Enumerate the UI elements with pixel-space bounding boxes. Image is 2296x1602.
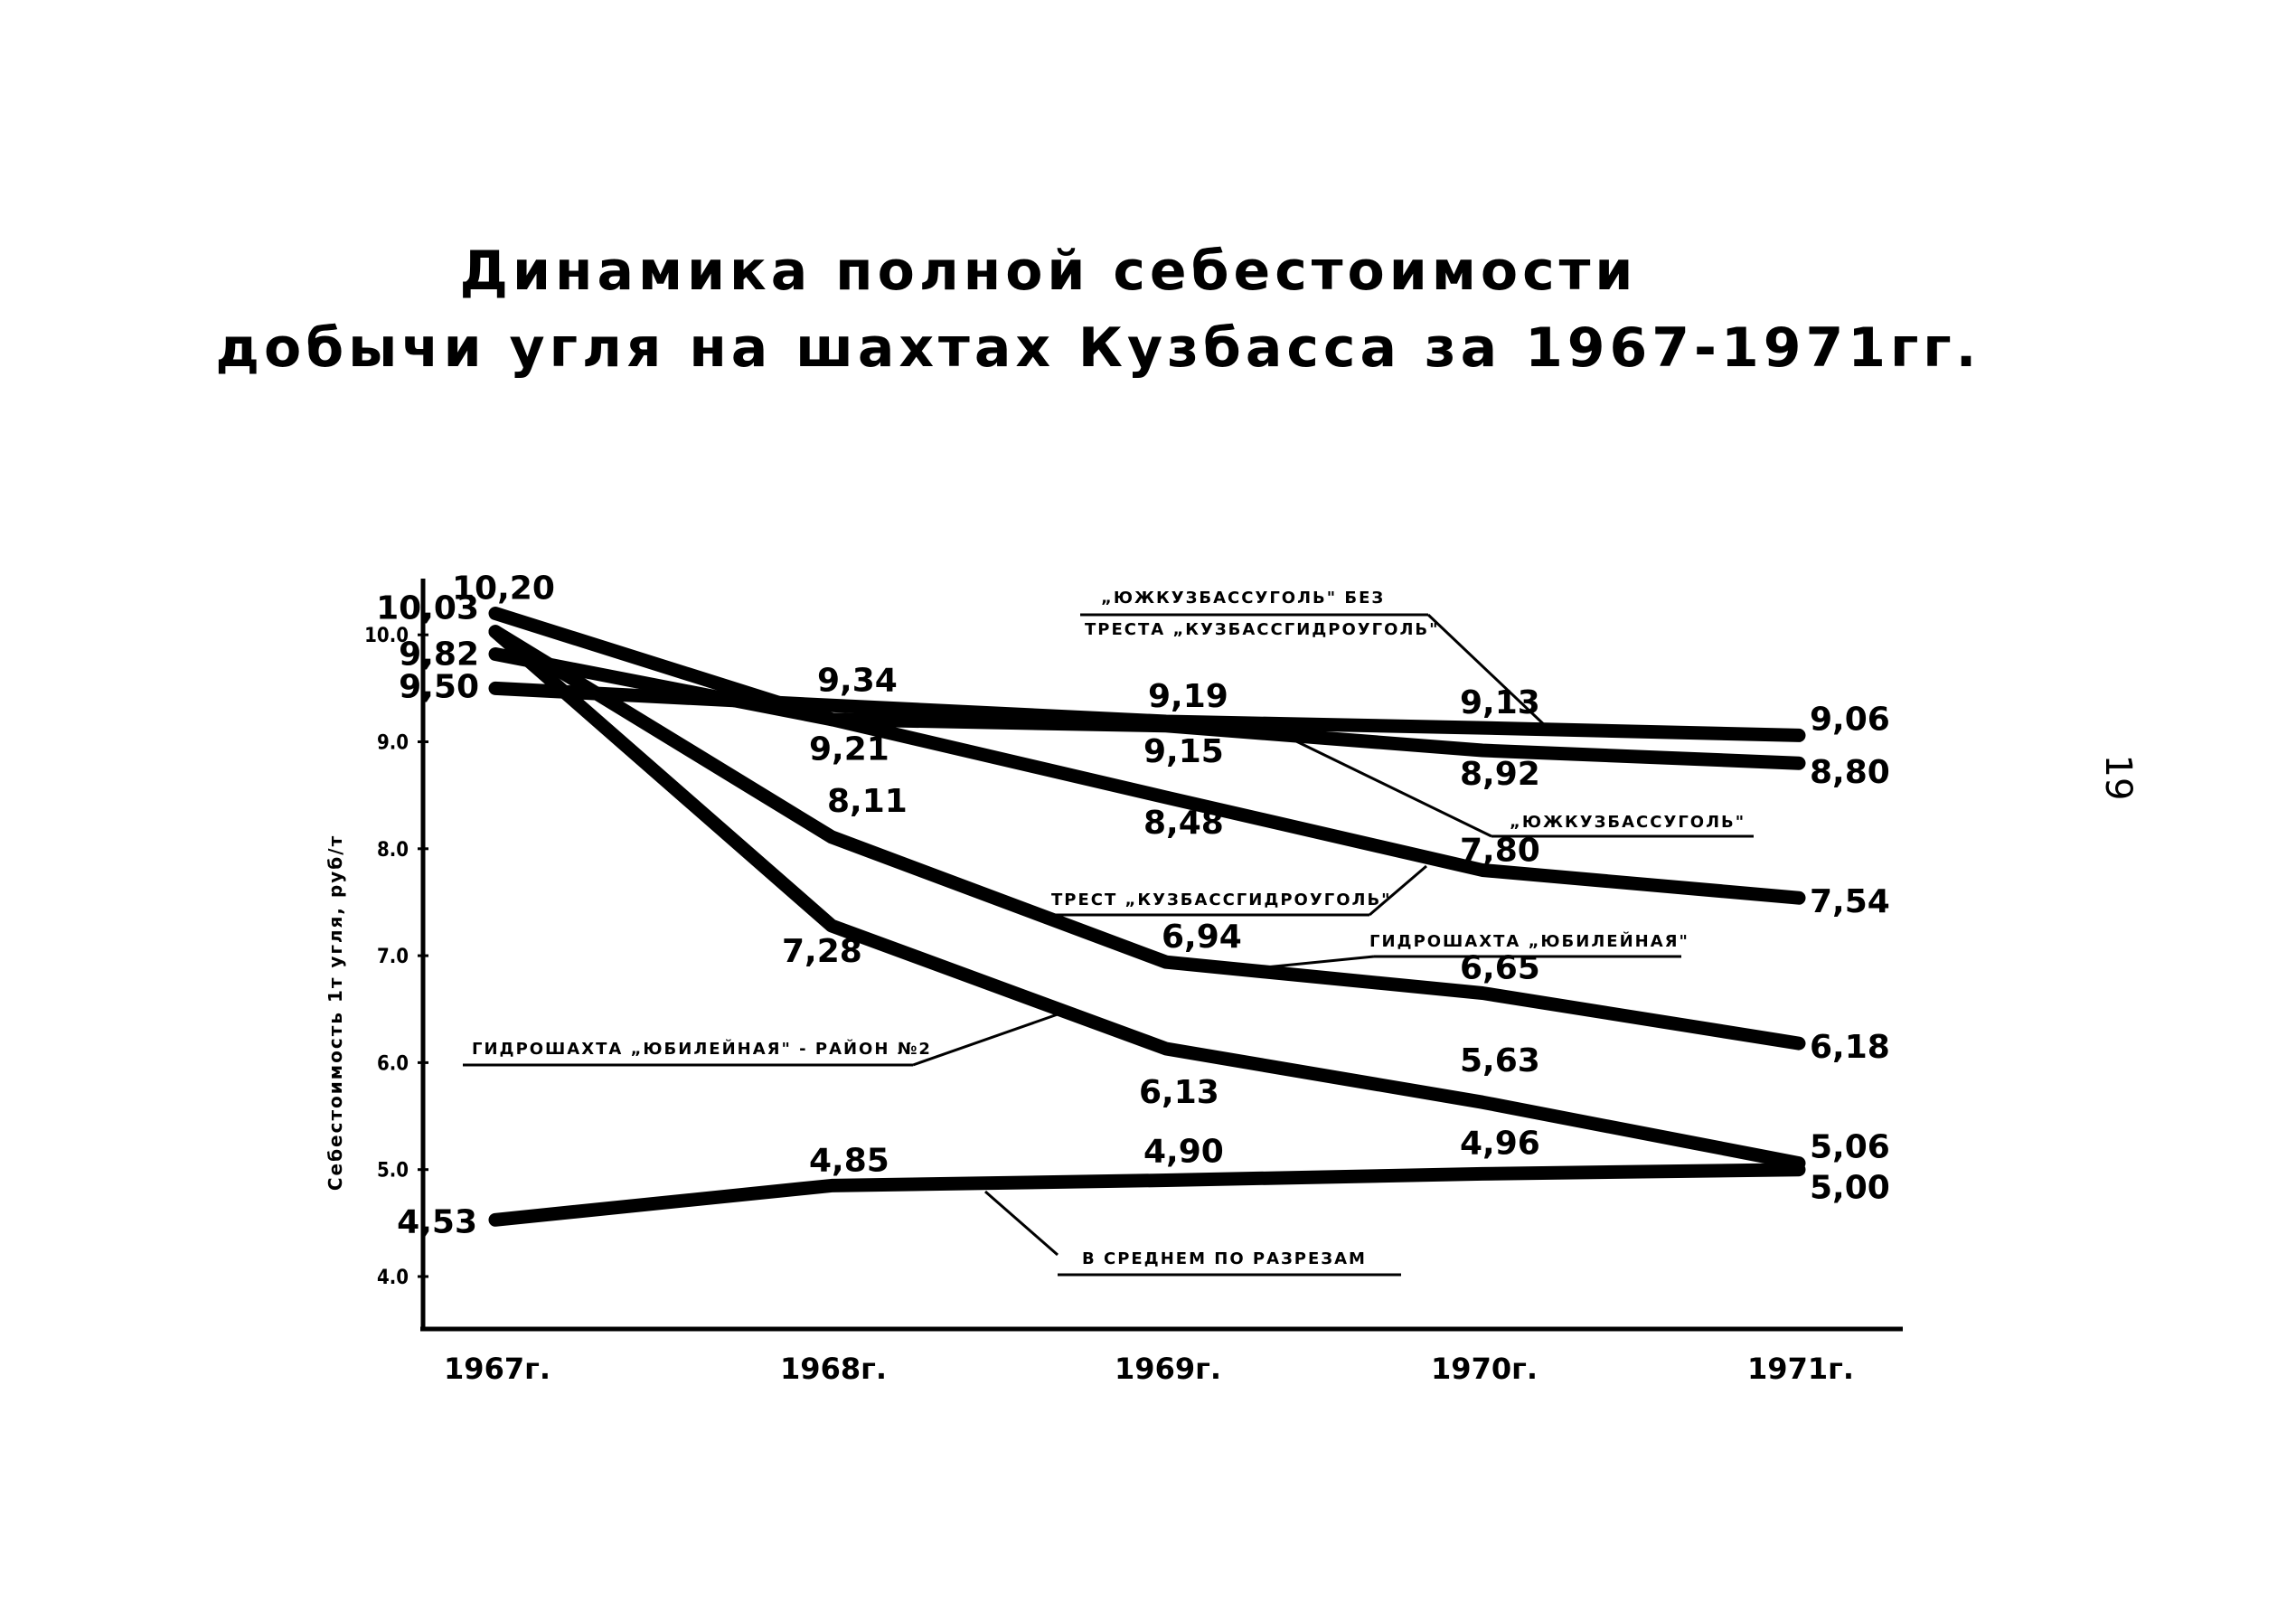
callout-leader-rayon [913, 1014, 1058, 1065]
y-tick-label: 9.0 [376, 731, 409, 755]
data-label: 9,06 [1810, 701, 1890, 739]
x-tick-label: 1969г. [1115, 1352, 1221, 1386]
data-label: 9,82 [399, 636, 479, 674]
data-label: 4,90 [1143, 1133, 1224, 1171]
data-label: 10,03 [376, 589, 479, 627]
callout-yuzhkuzbass: „ЮЖКУЗБАССУГОЛЬ" [1510, 813, 1746, 832]
data-label: 9,15 [1143, 732, 1224, 770]
data-label: 9,19 [1148, 678, 1228, 716]
data-label: 8,11 [827, 782, 908, 820]
callout-leader-razrez [985, 1192, 1058, 1255]
data-label: 10,20 [452, 570, 555, 608]
callout-yuzhkuzbass-excl-line1: „ЮЖКУЗБАССУГОЛЬ" БЕЗ [1101, 589, 1386, 608]
y-tick-label: 7.0 [376, 946, 409, 969]
y-tick-label: 5.0 [376, 1159, 409, 1183]
x-tick-label: 1971г. [1747, 1352, 1854, 1386]
data-label: 9,50 [399, 668, 479, 706]
data-label: 4,85 [809, 1142, 889, 1180]
data-label: 9,13 [1460, 684, 1540, 722]
data-label: 5,63 [1460, 1042, 1540, 1080]
data-label: 8,92 [1460, 755, 1540, 793]
callout-rayon: ГИДРОШАХТА „ЮБИЛЕЙНАЯ" - РАЙОН №2 [472, 1040, 932, 1059]
data-label: 6,18 [1810, 1029, 1890, 1067]
callout-yubileynaya: ГИДРОШАХТА „ЮБИЛЕЙНАЯ" [1369, 932, 1689, 951]
y-tick-label: 10.0 [364, 625, 409, 648]
y-tick-label: 8.0 [376, 838, 409, 862]
x-tick-label: 1970г. [1431, 1352, 1538, 1386]
callout-yuzhkuzbass-excl-line2: ТРЕСТА „КУЗБАССГИДРОУГОЛЬ" [1085, 620, 1440, 639]
page-number: 19 [2097, 754, 2139, 801]
data-label: 6,13 [1139, 1074, 1219, 1112]
chart-title-line-2: добычи угля на шахтах Кузбасса за 1967-1971гг. [215, 316, 1981, 380]
series-line-5 [495, 1170, 1799, 1220]
data-label: 8,48 [1143, 805, 1224, 843]
data-label: 6,94 [1162, 919, 1242, 956]
data-label: 7,54 [1810, 883, 1890, 921]
data-label: 9,21 [809, 730, 889, 768]
data-label: 4,53 [397, 1203, 477, 1241]
y-tick-label: 4.0 [376, 1267, 409, 1289]
data-label: 7,28 [782, 932, 862, 970]
callout-razrez: В СРЕДНЕМ ПО РАЗРЕЗАМ [1082, 1249, 1367, 1268]
data-label: 9,34 [817, 662, 898, 700]
chart-title-line-1: Динамика полной себестоимости [459, 240, 1638, 303]
data-label: 8,80 [1810, 754, 1890, 792]
callout-trest: ТРЕСТ „КУЗБАССГИДРОУГОЛЬ" [1051, 891, 1392, 909]
y-tick-label: 6.0 [376, 1052, 409, 1076]
data-label: 7,80 [1460, 832, 1540, 870]
data-label: 5,00 [1810, 1169, 1890, 1207]
data-label: 5,06 [1810, 1128, 1890, 1166]
data-label: 4,96 [1460, 1125, 1540, 1163]
data-label: 6,65 [1460, 949, 1540, 987]
x-tick-label: 1967г. [444, 1352, 550, 1386]
y-axis-label: Себестоимость 1т угля, руб/т [325, 834, 346, 1192]
x-tick-label: 1968г. [780, 1352, 887, 1386]
